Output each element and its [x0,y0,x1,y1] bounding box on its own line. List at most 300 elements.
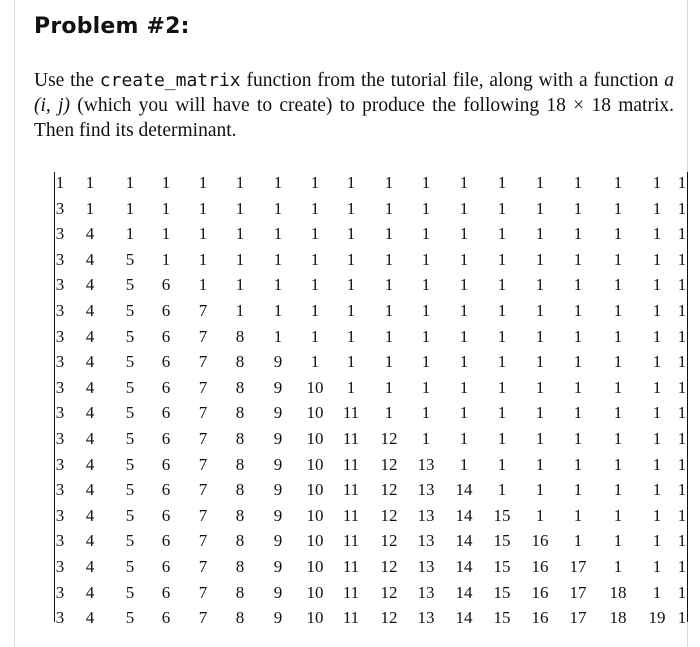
matrix-cell: 10 [306,403,324,423]
matrix-cell: 1 [677,249,687,269]
matrix-cell: 1 [677,377,687,397]
matrix-cell: 1 [535,429,545,448]
matrix-cell: 1 [273,173,283,192]
matrix-cell: 7 [198,352,208,372]
matrix-cell: 1 [346,326,356,346]
matrix-cell: 1 [273,326,283,346]
matrix-cell: 1 [573,429,583,448]
matrix-cell: 8 [235,403,245,423]
matrix-right-bracket [687,172,688,622]
matrix-cell: 1 [459,173,469,192]
matrix-cell: 16 [531,582,549,602]
matrix-cell: 4 [85,352,95,372]
matrix-cell: 1 [652,224,662,244]
matrix-cell: 1 [198,198,208,218]
matrix-cell: 10 [306,608,324,628]
matrix-cell: 11 [342,505,360,525]
matrix-cell: 8 [235,531,245,551]
matrix-cell: 1 [346,352,356,372]
matrix-cell: 1 [459,326,469,346]
matrix-cell: 1 [677,326,687,346]
matrix-cell: 1 [384,326,394,346]
matrix-cell: 1 [613,249,623,269]
matrix-cell: 9 [273,505,283,525]
matrix-cell: 6 [161,582,171,602]
matrix-cell: 6 [161,531,171,551]
matrix-cell: 9 [273,480,283,500]
matrix-cell: 1 [652,249,662,269]
matrix-cell: 1 [613,224,623,244]
matrix-cell: 16 [531,557,549,576]
matrix-cell: 14 [455,480,473,500]
matrix-cell: 1 [613,403,623,423]
matrix-cell: 1 [346,377,356,397]
matrix-cell: 6 [161,505,171,525]
matrix-cell: 1 [613,326,623,346]
matrix-cell: 1 [310,301,320,320]
matrix-cell: 1 [310,249,320,269]
matrix-cell: 11 [342,531,360,551]
matrix-cell: 1 [459,377,469,397]
matrix-cell: 1 [535,454,545,474]
matrix-cell: 3 [55,198,65,218]
matrix-cell: 1 [573,454,583,474]
matrix-cell: 1 [497,173,507,192]
matrix-cell: 1 [459,249,469,269]
matrix-cell: 4 [85,403,95,423]
matrix-cell: 1 [421,377,431,397]
matrix-cell: 1 [677,198,687,218]
matrix-cell: 1 [613,275,623,295]
matrix-cell: 1 [497,249,507,269]
matrix-cell: 4 [85,608,95,628]
matrix-cell: 12 [380,454,398,474]
function-symbol: a [664,70,674,91]
matrix-cell: 1 [384,224,394,244]
matrix-cell: 1 [459,352,469,372]
matrix-cell: 9 [273,352,283,372]
matrix-cell: 6 [161,608,171,628]
matrix-cell: 3 [55,608,65,628]
matrix-cell: 1 [346,275,356,295]
matrix-cell: 18 [609,582,627,602]
matrix-cell: 13 [417,608,435,628]
matrix-cell: 1 [652,403,662,423]
matrix-cell: 3 [55,582,65,602]
matrix-cell: 13 [417,480,435,500]
matrix-cell: 1 [652,454,662,474]
matrix-cell: 4 [85,301,95,320]
matrix-cell: 1 [421,173,431,192]
matrix-cell: 1 [677,582,687,602]
matrix-cell: 8 [235,608,245,628]
matrix-cell: 1 [535,301,545,320]
matrix-cell: 1 [613,198,623,218]
matrix-cell: 6 [161,352,171,372]
function-args: (i, j) [34,95,70,116]
matrix-cell: 1 [677,275,687,295]
matrix-cell: 1 [273,198,283,218]
matrix-cell: 1 [384,301,394,320]
matrix-cell: 6 [161,301,171,320]
matrix-cell: 3 [55,249,65,269]
matrix-cell: 1 [535,505,545,525]
matrix-cell: 1 [652,352,662,372]
matrix-cell: 1 [573,403,583,423]
matrix-cell: 12 [380,531,398,551]
matrix-cell: 1 [677,173,687,192]
matrix-cell: 1 [573,301,583,320]
matrix-cell: 1 [384,249,394,269]
matrix-cell: 19 [648,608,666,628]
matrix-cell: 1 [459,429,469,448]
matrix-cell: 1 [310,326,320,346]
matrix-cell: 3 [55,480,65,500]
matrix-cell: 15 [493,557,511,576]
matrix-cell: 10 [306,505,324,525]
matrix-cell: 4 [85,249,95,269]
matrix-cell: 11 [342,403,360,423]
matrix-cell: 1 [198,275,208,295]
matrix-cell: 9 [273,582,283,602]
matrix-cell: 6 [161,377,171,397]
matrix-cell: 1 [125,198,135,218]
matrix-cell: 1 [273,301,283,320]
matrix-cell: 1 [613,173,623,192]
matrix-cell: 1 [573,275,583,295]
statement-text-1: Use the [34,70,100,91]
matrix-cell: 4 [85,454,95,474]
matrix-cell: 3 [55,557,65,576]
matrix-cell: 11 [342,480,360,500]
matrix-cell: 10 [306,582,324,602]
matrix-cell: 13 [417,505,435,525]
matrix-cell: 1 [497,198,507,218]
matrix-cell: 1 [497,352,507,372]
matrix-cell: 1 [613,454,623,474]
matrix-cell: 1 [677,429,687,448]
matrix-cell: 1 [573,377,583,397]
matrix-cell: 1 [677,480,687,500]
matrix-cell: 1 [421,326,431,346]
matrix-cell: 13 [417,531,435,551]
matrix-cell: 8 [235,377,245,397]
matrix-cell: 1 [613,480,623,500]
matrix-cell: 14 [455,557,473,576]
matrix-cell: 1 [384,275,394,295]
matrix-cell: 1 [235,224,245,244]
matrix-cell: 1 [497,403,507,423]
matrix-cell: 4 [85,505,95,525]
matrix-cell: 1 [677,608,687,628]
matrix-cell: 5 [125,352,135,372]
matrix-cell: 17 [569,582,587,602]
matrix-cell: 1 [459,301,469,320]
matrix-cell: 10 [306,454,324,474]
matrix-cell: 3 [55,454,65,474]
matrix-cell: 3 [55,275,65,295]
matrix-cell: 9 [273,403,283,423]
matrix-cell: 5 [125,480,135,500]
matrix-cell: 12 [380,608,398,628]
matrix-cell: 1 [310,275,320,295]
matrix-cell: 1 [346,198,356,218]
matrix-18x18 [50,172,692,628]
matrix-cell: 8 [235,326,245,346]
matrix-cell: 1 [652,326,662,346]
matrix-cell: 1 [535,249,545,269]
matrix-cell: 5 [125,429,135,448]
matrix-cell: 4 [85,429,95,448]
matrix-cell: 1 [85,173,95,192]
matrix-cell: 5 [125,249,135,269]
matrix-cell: 1 [310,352,320,372]
matrix-cell: 7 [198,403,208,423]
matrix-cell: 1 [235,249,245,269]
matrix-cell: 1 [421,403,431,423]
matrix-cell: 1 [384,198,394,218]
matrix-cell: 1 [384,173,394,192]
matrix-cell: 1 [421,301,431,320]
matrix-cell: 1 [161,249,171,269]
matrix-cell: 1 [85,198,95,218]
matrix-cell: 1 [573,224,583,244]
matrix-cell: 16 [531,608,549,628]
matrix-cell: 11 [342,582,360,602]
matrix-cell: 1 [652,505,662,525]
matrix-cell: 13 [417,582,435,602]
matrix-cell: 15 [493,582,511,602]
matrix-cell: 1 [273,224,283,244]
matrix-cell: 13 [417,557,435,576]
matrix-cell: 10 [306,480,324,500]
matrix-cell: 1 [652,531,662,551]
matrix-cell: 1 [535,403,545,423]
matrix-cell: 4 [85,557,95,576]
matrix-cell: 1 [573,480,583,500]
matrix-cell: 1 [652,198,662,218]
matrix-cell: 6 [161,326,171,346]
matrix-cell: 1 [497,454,507,474]
matrix-cell: 1 [497,377,507,397]
matrix-cell: 1 [55,173,65,192]
matrix-cell: 4 [85,326,95,346]
matrix-cell: 1 [535,198,545,218]
function-name-code: create_matrix [99,70,241,91]
matrix-cell: 1 [235,301,245,320]
matrix-cell: 5 [125,301,135,320]
matrix-cell: 14 [455,531,473,551]
matrix-cell: 1 [198,173,208,192]
matrix-cell: 10 [306,429,324,448]
matrix-cell: 1 [421,224,431,244]
matrix-cell: 12 [380,582,398,602]
matrix-cell: 1 [310,173,320,192]
matrix-cell: 7 [198,326,208,346]
matrix-cell: 1 [346,224,356,244]
matrix-cell: 1 [573,505,583,525]
matrix-cell: 1 [310,198,320,218]
matrix-cell: 11 [342,608,360,628]
matrix-cell: 1 [497,275,507,295]
matrix-cell: 7 [198,301,208,320]
statement-text-3: (which you will have to create) to produce the following 18 × 18 matrix. Then find its determinant. [34,95,674,141]
matrix-cell: 8 [235,429,245,448]
matrix-cell: 7 [198,429,208,448]
matrix-cell: 1 [421,275,431,295]
matrix-cell: 1 [421,352,431,372]
matrix-cell: 1 [677,352,687,372]
matrix-cell: 5 [125,403,135,423]
matrix-cell: 7 [198,454,208,474]
matrix-cell: 9 [273,531,283,551]
matrix-cell: 1 [497,224,507,244]
matrix-cell: 1 [497,429,507,448]
matrix-cell: 9 [273,377,283,397]
matrix-cell: 1 [346,249,356,269]
matrix-cell: 5 [125,377,135,397]
matrix-cell: 1 [459,403,469,423]
matrix-cell: 3 [55,352,65,372]
matrix-cell: 15 [493,608,511,628]
matrix-cell: 1 [613,531,623,551]
matrix-cell: 16 [531,531,549,551]
matrix-cell: 7 [198,608,208,628]
matrix-cell: 1 [652,301,662,320]
matrix-cell: 7 [198,480,208,500]
problem-title: Problem #2: [34,14,190,39]
matrix-cell: 1 [384,403,394,423]
matrix-cell: 1 [573,198,583,218]
matrix-cell: 1 [613,377,623,397]
matrix-cell: 11 [342,429,360,448]
matrix-cell: 18 [609,608,627,628]
matrix-cell: 1 [273,275,283,295]
matrix-cell: 5 [125,275,135,295]
matrix-cell: 9 [273,608,283,628]
matrix-cell: 8 [235,582,245,602]
matrix-cell: 1 [235,275,245,295]
matrix-cell: 8 [235,352,245,372]
problem-statement [34,68,674,143]
matrix-cell: 1 [535,377,545,397]
matrix-cell: 12 [380,557,398,576]
matrix-cell: 1 [421,429,431,448]
matrix-cell: 1 [535,224,545,244]
matrix-cell: 8 [235,454,245,474]
matrix-cell: 1 [161,198,171,218]
matrix-cell: 1 [652,275,662,295]
matrix-cell: 17 [569,608,587,628]
matrix-cell: 1 [652,480,662,500]
matrix-cell: 1 [497,326,507,346]
matrix-cell: 1 [346,301,356,320]
matrix-cell: 6 [161,557,171,576]
matrix-cell: 1 [652,377,662,397]
matrix-cell: 1 [677,224,687,244]
matrix-cell: 4 [85,582,95,602]
matrix-cell: 1 [421,249,431,269]
matrix-cell: 12 [380,429,398,448]
matrix-cell: 12 [380,505,398,525]
matrix-cell: 1 [125,173,135,192]
matrix-cell: 1 [613,557,623,576]
matrix-cell: 13 [417,454,435,474]
matrix-cell: 5 [125,454,135,474]
matrix-cell: 4 [85,531,95,551]
matrix-cell: 1 [652,557,662,576]
matrix-cell: 3 [55,429,65,448]
matrix-cell: 10 [306,557,324,576]
matrix-cell: 1 [459,198,469,218]
matrix-cell: 1 [573,352,583,372]
matrix-cell: 1 [677,403,687,423]
matrix-cell: 1 [459,275,469,295]
matrix-cell: 1 [652,173,662,192]
matrix-cell: 6 [161,480,171,500]
matrix-cell: 1 [459,454,469,474]
matrix-cell: 5 [125,531,135,551]
matrix-cell: 11 [342,557,360,576]
matrix-cell: 7 [198,531,208,551]
matrix-cell: 1 [573,173,583,192]
matrix-cell: 1 [346,173,356,192]
matrix-cell: 4 [85,275,95,295]
matrix-cell: 9 [273,557,283,576]
matrix-cell: 9 [273,454,283,474]
matrix-cell: 1 [421,198,431,218]
matrix-cell: 7 [198,505,208,525]
matrix-cell: 7 [198,377,208,397]
matrix-cell: 1 [161,173,171,192]
matrix-cell: 14 [455,582,473,602]
matrix-cell: 3 [55,377,65,397]
matrix-cell: 1 [535,326,545,346]
matrix-cell: 8 [235,505,245,525]
matrix-cell: 1 [677,505,687,525]
matrix-cell: 5 [125,608,135,628]
matrix-cell: 6 [161,429,171,448]
matrix-cell: 10 [306,531,324,551]
matrix-cell: 7 [198,582,208,602]
matrix-cell: 17 [569,557,587,576]
matrix-cell: 1 [125,224,135,244]
matrix-cell: 1 [677,454,687,474]
matrix-cell: 1 [652,582,662,602]
matrix-cell: 1 [235,198,245,218]
matrix-cell: 1 [677,557,687,576]
matrix-cell: 4 [85,480,95,500]
matrix-cell: 1 [652,429,662,448]
matrix-cell: 1 [535,275,545,295]
matrix-cell: 1 [273,249,283,269]
matrix-cell: 10 [306,377,324,397]
matrix-cell: 4 [85,377,95,397]
matrix-cell: 5 [125,326,135,346]
matrix-cell: 11 [342,454,360,474]
matrix-cell: 5 [125,582,135,602]
matrix-cell: 5 [125,557,135,576]
matrix-cell: 8 [235,557,245,576]
matrix-cell: 1 [613,352,623,372]
matrix-cell: 1 [235,173,245,192]
matrix-cell: 14 [455,505,473,525]
matrix-cell: 1 [573,249,583,269]
matrix-cell: 9 [273,429,283,448]
matrix-cell: 3 [55,301,65,320]
matrix-cell: 1 [535,173,545,192]
matrix-cell: 1 [161,224,171,244]
